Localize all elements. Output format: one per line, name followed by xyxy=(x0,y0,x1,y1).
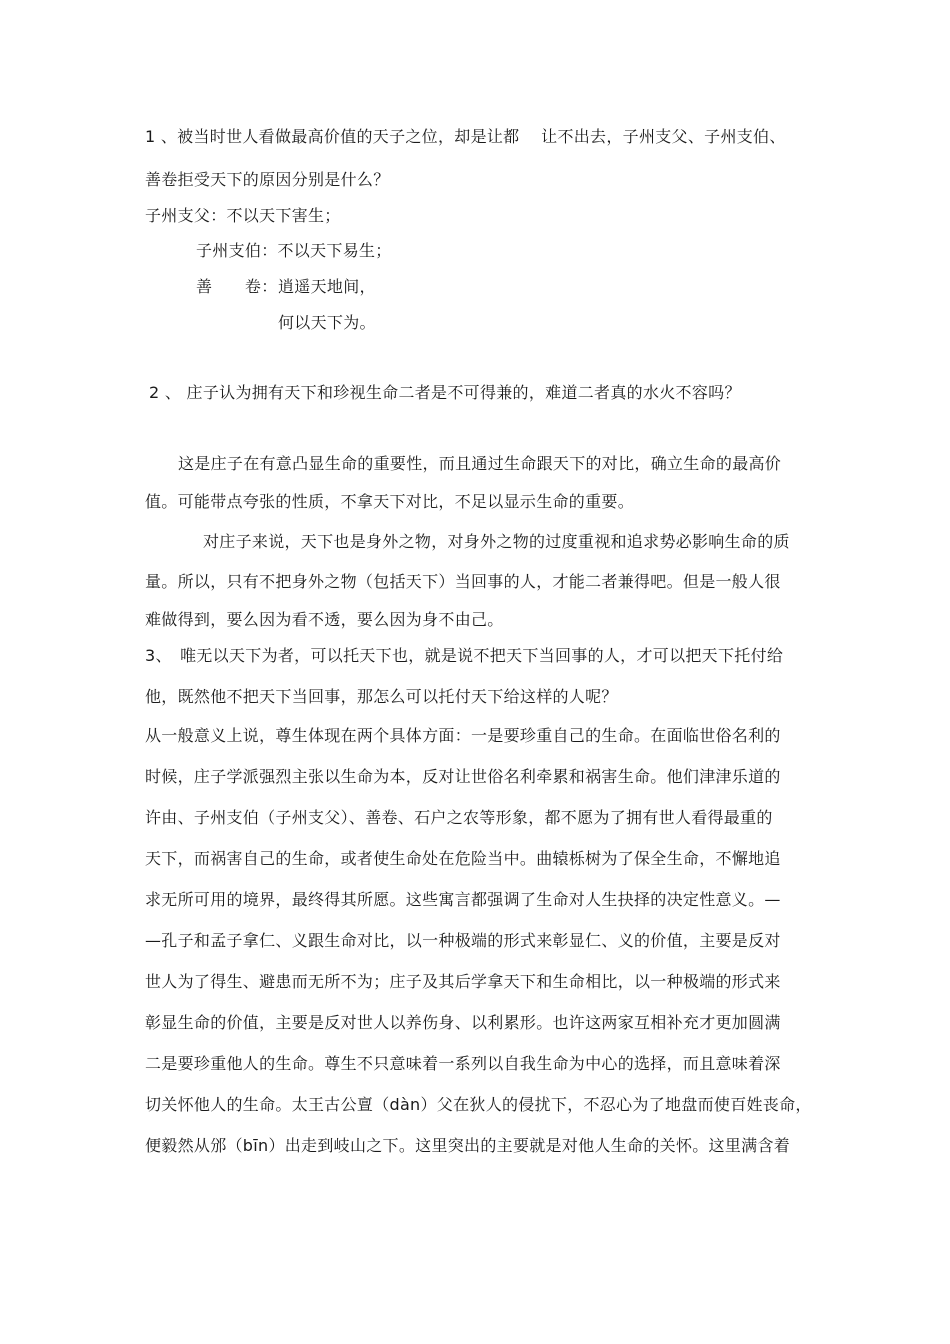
q3-body-line: 求无所可用的境界，最终得其所愿。这些寓言都强调了生命对人生抉择的决定性意义。— xyxy=(145,890,781,909)
q2-paragraph-1-line-2: 值。可能带点夸张的性质，不拿天下对比，不足以显示生命的重要。 xyxy=(145,492,635,511)
q3-body-line: 便毅然从邠（bīn）出走到岐山之下。这里突出的主要就是对他人生命的关怀。这里满含着 xyxy=(145,1136,791,1155)
q3-body-line: 天下，而祸害自己的生命，或者使生命处在危险当中。曲辕栎树为了保全生命，不懈地追 xyxy=(145,849,781,868)
q3-body-line: 许由、子州支伯（子州支父）、善卷、石户之农等形象，都不愿为了拥有世人看得最重的 xyxy=(145,808,773,827)
q2-paragraph-1-line-1: 这是庄子在有意凸显生命的重要性，而且通过生命跟天下的对比，确立生命的最高价 xyxy=(178,454,782,473)
answer-shanjuan-line-2: 何以天下为。 xyxy=(278,313,376,332)
q2-paragraph-2-line-2: 量。所以，只有不把身外之物（包括天下）当回事的人，才能二者兼得吧。但是一般人很 xyxy=(145,572,781,591)
q3-body-line: 切关怀他人的生命。太王古公亶（dàn）父在狄人的侵扰下，不忍心为了地盘而使百姓丧命， xyxy=(145,1095,812,1114)
q3-body-line: 世人为了得生、避患而无所不为；庄子及其后学拿天下和生命相比，以一种极端的形式来 xyxy=(145,972,781,991)
question-3-line-1: 3、 唯无以天下为者，可以托天下也，就是说不把天下当回事的人，才可以把天下托付给 xyxy=(145,646,784,665)
q3-body-line: 从一般意义上说，尊生体现在两个具体方面：一是要珍重自己的生命。在面临世俗名利的 xyxy=(145,726,781,745)
answer-shanjuan-line-1: 逍遥天地间， xyxy=(278,277,376,296)
q3-body-line: 二是要珍重他人的生命。尊生不只意味着一系列以自我生命为中心的选择，而且意味着深 xyxy=(145,1054,781,1073)
answer-zizhou-zhifu: 子州支父：不以天下害生； xyxy=(145,206,341,225)
question-1-line-1: 1 、被当时世人看做最高价值的天子之位，却是让都 让不出去，子州支父、子州支伯、 xyxy=(145,127,786,146)
q3-body-line: —孔子和孟子拿仁、义跟生命对比，以一种极端的形式来彰显仁、义的价值，主要是反对 xyxy=(145,931,781,950)
answer-zizhou-zhibo: 子州支伯：不以天下易生； xyxy=(196,241,392,260)
q2-paragraph-2-line-3: 难做得到，要么因为看不透，要么因为身不由己。 xyxy=(145,610,504,629)
question-1-line-2: 善卷拒受天下的原因分别是什么？ xyxy=(145,170,390,189)
question-2-line-1: 2 、 庄子认为拥有天下和珍视生命二者是不可得兼的，难道二者真的水火不容吗？ xyxy=(149,383,741,402)
q3-body-line: 时候，庄子学派强烈主张以生命为本，反对让世俗名利牵累和祸害生命。他们津津乐道的 xyxy=(145,767,781,786)
q3-body-line: 彰显生命的价值，主要是反对世人以养伤身、以利累形。也许这两家互相补充才更加圆满 xyxy=(145,1013,781,1032)
question-3-line-2: 他，既然他不把天下当回事，那怎么可以托付天下给这样的人呢？ xyxy=(145,687,618,706)
answer-shanjuan-label: 善 卷： xyxy=(196,277,278,296)
q2-paragraph-2-line-1: 对庄子来说，天下也是身外之物，对身外之物的过度重视和追求势必影响生命的质 xyxy=(203,532,790,551)
